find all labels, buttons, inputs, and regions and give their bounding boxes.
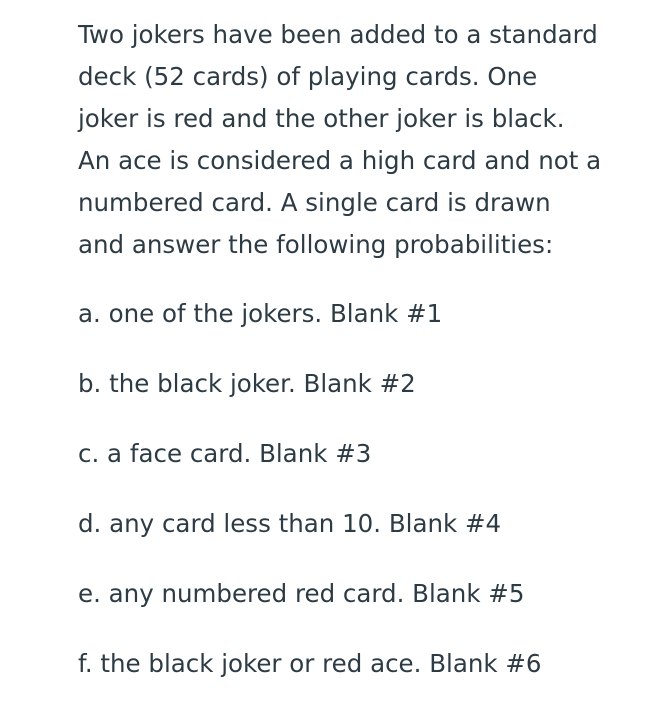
- question-stem: [78, 14, 638, 266]
- stem-line-6: and answer the following probabilities:: [78, 230, 554, 259]
- stem-line-3: joker is red and the other joker is black.: [78, 104, 565, 133]
- part-b: b. the black joker. Blank #2: [78, 369, 416, 398]
- part-a: a. one of the jokers. Blank #1: [78, 299, 443, 328]
- part-e: e. any numbered red card. Blank #5: [78, 579, 525, 608]
- stem-line-4: An ace is considered a high card and not a: [78, 146, 602, 175]
- stem-line-5: numbered card. A single card is drawn: [78, 188, 551, 217]
- part-d: d. any card less than 10. Blank #4: [78, 509, 502, 538]
- stem-line-1: Two jokers have been added to a standard: [78, 20, 598, 49]
- part-f: f. the black joker or red ace. Blank #6: [78, 649, 542, 678]
- stem-line-2: deck (52 cards) of playing cards. One: [78, 62, 538, 91]
- part-c: c. a face card. Blank #3: [78, 439, 372, 468]
- question-parts: [78, 293, 638, 713]
